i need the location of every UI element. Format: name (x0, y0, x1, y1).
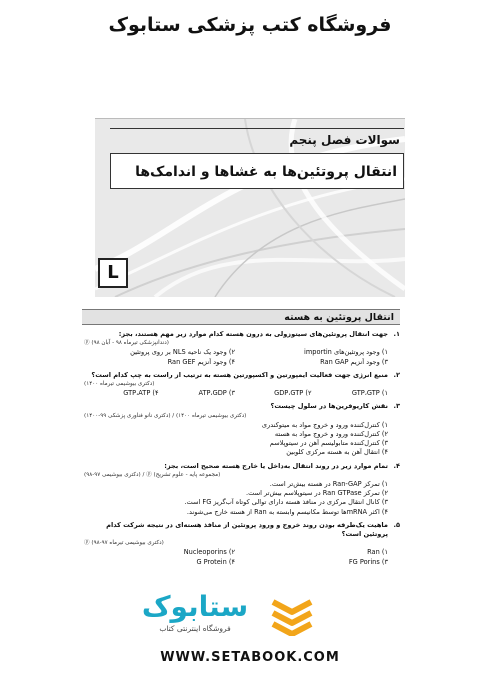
question-source: (دکتری بیوشیمی تیرماه ۱۴۰۰) (84, 381, 155, 388)
option: ۳) کنترل‌کننده متابولیسم آهن در سیتوپلاسم (269, 439, 388, 448)
option: GTP،GTP (۱ (351, 389, 388, 398)
logo-tagline: فروشگاه اینترنتی کتاب (159, 624, 231, 633)
option: ۴) وجود آنزیم Ran GEF (167, 357, 235, 366)
option: ۳) کانال انتقال مرکزی در منافذ هسته دارای توالی کوتاه آب‌گریز FG است. (184, 498, 388, 507)
option: ۴) انتقال آهن به هسته مرکزی کلوبین (286, 448, 388, 457)
question-4 (82, 462, 400, 517)
book-stack-icon (271, 594, 313, 636)
section-title: انتقال پروتئین به هسته (82, 309, 400, 325)
site-url[interactable]: WWW.SETABOOK.COM (160, 650, 340, 665)
question-number: ۵. (393, 520, 400, 529)
question-number: ۲. (393, 370, 400, 379)
question-source: (دکتری بیوشیمی تیرماه ۱۴۰۰) / (دکتری نانو فناوری پزشکی ۹۹-۱۴۰۰) (84, 412, 247, 419)
question-text: جهت انتقال پروتئین‌های سیتوزولی به درون هسته کدام موارد زیر مهم هستند، بجز: (118, 330, 388, 338)
option: ۳) FG Porins (348, 557, 388, 566)
question-text: تمام موارد زیر در روند انتقال به‌داخل یا خارج هسته صحیح است، بجز: (164, 461, 388, 470)
option: ۲) تمرکز Ran GTPase در سیتوپلاسم بیش‌تر است. (246, 489, 388, 498)
question-5 (82, 521, 400, 567)
option: ۲) Nucleoporins (183, 548, 235, 557)
question-text: منبع انرژی جهت فعالیت ایمپورتین و اکسپورتین هسته به ترتیب از راست به چپ کدام است؟ (91, 370, 388, 379)
question-source: (دندانپزشکی تیرماه ۹۸ - آبان ۹۸) ⓟ (84, 340, 169, 347)
option: ۴) G Protein (196, 557, 235, 566)
question-text: نقش کاریوفرین‌ها در سلول چیست؟ (270, 402, 388, 411)
option: ۴) اکثر mRNAها توسط مکانیسم وابسته به Ran از هسته خارج می‌شوند. (186, 507, 388, 516)
question-number: ۳. (393, 402, 400, 411)
option: ATP،GDP (۳ (198, 389, 235, 398)
option: ۱) کنترل‌کننده ورود و خروج مواد به میتوکندری (261, 420, 388, 429)
question-2 (82, 371, 400, 399)
question-source: (مجموعه پایه - علوم تشریح) ⓟ / (دکتری بیوشیمی ۹۷-۹۸) (84, 471, 221, 478)
option: ۳) وجود آنزیم Ran GAP (320, 357, 388, 366)
setabook-logo (95, 590, 405, 640)
question-source: (دکتری بیوشیمی تیرماه ۹۷-۹۸) ⓟ (84, 540, 164, 547)
question-1 (82, 330, 400, 367)
question-3 (82, 402, 400, 457)
store-title: فروشگاه کتب پزشکی ستابوک (108, 14, 392, 36)
question-number: ۴. (393, 461, 400, 470)
option: GTP،ATP (۴ (123, 389, 159, 398)
chapter-label: سوالات فصل پنجم (110, 128, 404, 151)
option: ۱) وجود پروتئین‌های importin (304, 348, 388, 357)
option: ۲) کنترل‌کننده ورود و خروج مواد به هسته (274, 430, 388, 439)
option: ۱) Ran (367, 548, 388, 557)
question-number: ۱. (393, 330, 400, 338)
chapter-letter: L (98, 258, 128, 288)
option: GDP،GTP (۲ (274, 389, 312, 398)
option: ۲) وجود یک ناحیه NLS بر روی پروتئین (130, 348, 235, 357)
chapter-title: انتقال پروتئین‌ها به غشاها و اندامک‌ها (110, 153, 404, 189)
logo-name: ستابوک (141, 590, 249, 623)
option: ۱) تمرکز Ran-GAP در هسته بیش‌تر است. (269, 480, 388, 489)
question-text: ماهیت یک‌طرفه بودن روند خروج و ورود پروتئین از منافذ هسته‌ای در نتیجه شرکت کدام پروتئین است؟ (106, 520, 388, 539)
question-list (82, 330, 400, 571)
